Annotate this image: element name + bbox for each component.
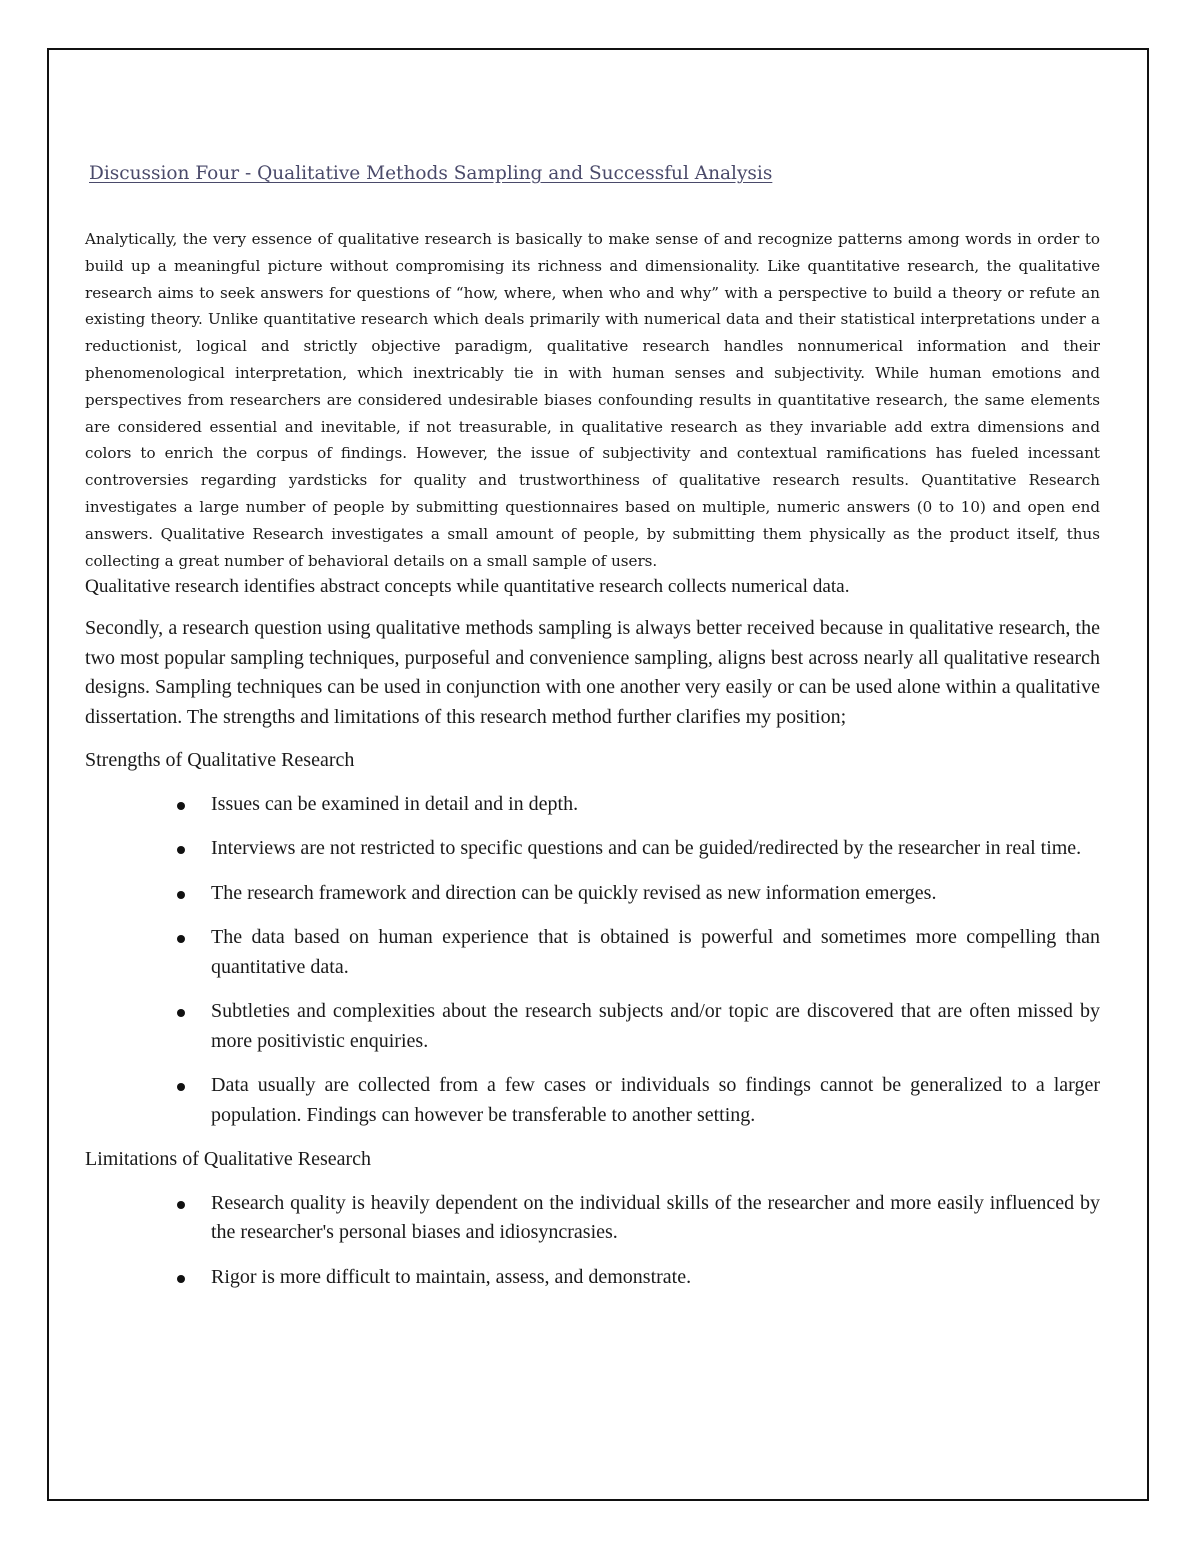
bullet-icon bbox=[177, 1083, 185, 1091]
bullet-icon bbox=[177, 1009, 185, 1017]
list-item bbox=[211, 923, 1100, 982]
list-item-text: Research quality is heavily dependent on the individual skills of the researcher and more easily influenced by the researcher's personal biases and idiosyncrasies. bbox=[211, 1191, 1100, 1244]
strengths-heading: Strengths of Qualitative Research bbox=[85, 749, 355, 772]
list-item bbox=[211, 1071, 1100, 1130]
list-item bbox=[211, 834, 1100, 864]
list-item-text: The research framework and direction can be quickly revised as new information emerges. bbox=[211, 881, 937, 904]
list-item bbox=[211, 1189, 1100, 1248]
strengths-list bbox=[85, 790, 1100, 1131]
bullet-icon bbox=[177, 802, 185, 810]
bullet-icon bbox=[177, 1275, 185, 1283]
list-item-text: Interviews are not restricted to specific questions and can be guided/redirected by the researcher in real time. bbox=[211, 837, 1082, 860]
bullet-icon bbox=[177, 891, 185, 899]
list-item-text: Rigor is more difficult to maintain, assess, and demonstrate. bbox=[211, 1265, 692, 1288]
list-item bbox=[211, 997, 1100, 1056]
document-body bbox=[85, 158, 1100, 1307]
list-item-text: Data usually are collected from a few cases or individuals so findings cannot be generalized to a larger population. Findings can however be transferable to another setting. bbox=[211, 1074, 1100, 1126]
paragraph-intro-tail: Qualitative research identifies abstract concepts while quantitative research collects numerical data. bbox=[85, 576, 850, 598]
list-item bbox=[211, 879, 1100, 909]
paragraph-secondly: Secondly, a research question using qualitative methods sampling is always better received because in qualitative research, the two most popular sampling techniques, purposeful and convenience sampling, aligns best across nearly all qualitative research designs. Sampling techniques can be used in conjunction with one another very easily or can be used alone within a qualitative dissertation. The strengths and limitations of this research method further clarifies my position; bbox=[85, 617, 1100, 728]
bullet-icon bbox=[177, 846, 185, 854]
list-item-text: The data based on human experience that is obtained is powerful and sometimes more compelling than quantitative data. bbox=[211, 926, 1100, 978]
bullet-icon bbox=[177, 935, 185, 943]
list-item-text: Subtleties and complexities about the research subjects and/or topic are discovered that are often missed by more positivistic enquiries. bbox=[211, 1000, 1100, 1052]
limitations-list bbox=[85, 1189, 1100, 1293]
limitations-heading: Limitations of Qualitative Research bbox=[85, 1148, 372, 1171]
list-item bbox=[211, 1263, 1100, 1293]
list-item-text: Issues can be examined in detail and in depth. bbox=[211, 792, 579, 815]
bullet-icon bbox=[177, 1201, 185, 1209]
paragraph-intro: Analytically, the very essence of qualitative research is basically to make sense of and recognize patterns among words in order to build up a meaningful picture without compromising its richness and dimensionality. Like quantitative research, the qualitative research aims to seek answers for questions of “how, where, when who and why” with a perspective to build a theory or refute an existing theory. Unlike quantitative research which deals primarily with numerical data and their statistical interpretations under a reductionist, logical and strictly objective paradigm, qualitative research handles nonnumerical information and their phenomenological interpretation, which inextricably tie in with human senses and subjectivity. While human emotions and perspectives from researchers are considered undesirable biases confounding results in quantitative research, the same elements are considered essential and inevitable, if not treasurable, in qualitative research as they invariable add extra dimensions and colors to enrich the corpus of findings. However, the issue of subjectivity and contextual ramifications has fueled incessant controversies regarding yardsticks for quality and trustworthiness of qualitative research results. Quantitative Research investigates a large number of people by submitting questionnaires based on multiple, numeric answers (0 to 10) and open end answers. Qualitative Research investigates a small amount of people, by submitting them physically as the product itself, thus collecting a great number of behavioral details on a small sample of users. bbox=[85, 230, 1100, 570]
document-title: Discussion Four - Qualitative Methods Sampling and Successful Analysis bbox=[89, 163, 773, 184]
list-item bbox=[211, 790, 1100, 820]
